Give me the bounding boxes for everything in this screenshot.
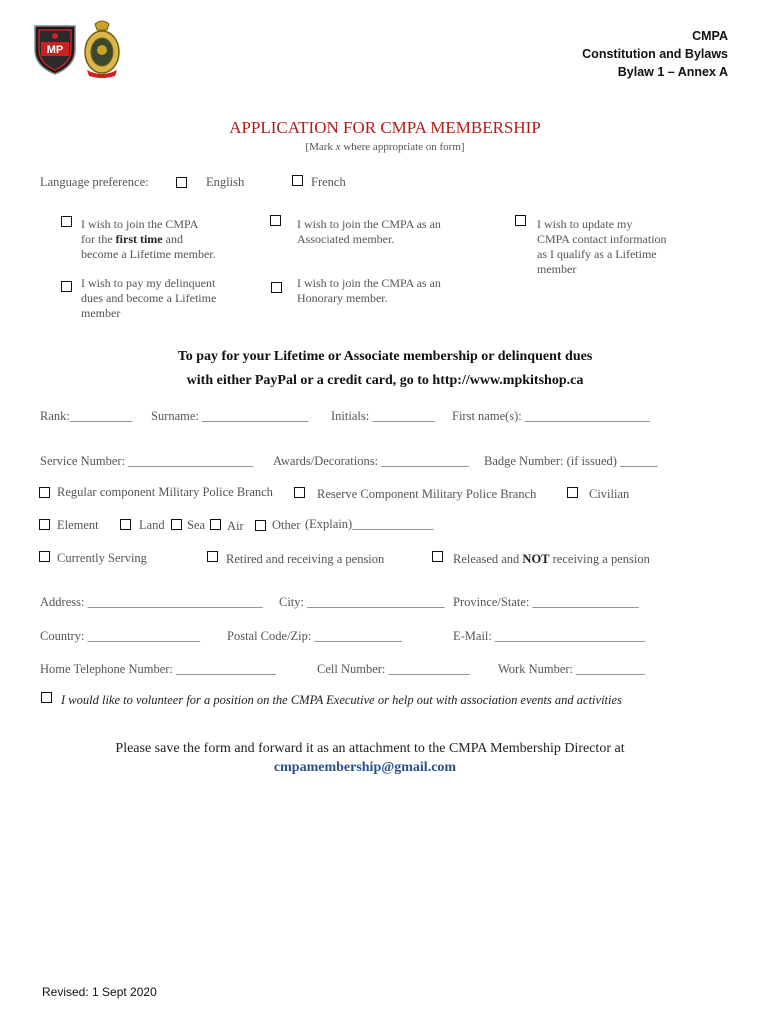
document-header: [582, 27, 728, 81]
english-checkbox[interactable]: [176, 177, 187, 188]
honorary-text: I wish to join the CMPA as an Honorary member.: [297, 276, 441, 305]
join-associate-checkbox[interactable]: [270, 215, 281, 226]
element-label: Element: [57, 518, 99, 532]
land-label: Land: [139, 518, 165, 532]
province-field[interactable]: Province/State: _________________: [453, 595, 639, 609]
payment-line-2: with either PayPal or a credit card, go to http://www.mpkitshop.ca: [186, 373, 584, 388]
work-number-field[interactable]: Work Number: ___________: [498, 662, 645, 676]
retired-pension-label: Retired and receiving a pension: [226, 552, 385, 566]
postal-code-field[interactable]: Postal Code/Zip: ______________: [227, 629, 402, 643]
civilian-checkbox[interactable]: [567, 487, 578, 498]
rank-field[interactable]: Rank:__________: [40, 409, 133, 423]
cmpa-shield-logo: [31, 20, 79, 76]
civilian-label: Civilian: [589, 487, 630, 501]
badge-number-field[interactable]: Badge Number: (if issued) ______: [484, 454, 658, 468]
delinquent-dues-text: I wish to pay my delinquent dues and become a Lifetime member: [81, 276, 217, 320]
address-field[interactable]: Address: ____________________________: [40, 595, 263, 609]
crest-logo: [81, 18, 123, 80]
currently-serving-label: Currently Serving: [57, 551, 147, 565]
element-checkbox[interactable]: [39, 519, 50, 530]
surname-field[interactable]: Surname: _________________: [151, 409, 309, 423]
french-label: French: [311, 175, 346, 189]
join-associate-text: I wish to join the CMPA as an Associated member.: [297, 217, 441, 246]
header-doc: Constitution and Bylaws: [582, 47, 728, 61]
initials-field[interactable]: Initials: __________: [331, 409, 435, 423]
volunteer-checkbox[interactable]: [41, 692, 52, 703]
first-name-field[interactable]: First name(s): ____________________: [452, 409, 650, 423]
city-field[interactable]: City: ______________________: [279, 595, 445, 609]
reserve-component-checkbox[interactable]: [294, 487, 305, 498]
released-no-pension-label: Released and NOT receiving a pension: [453, 552, 650, 566]
reserve-component-label: Reserve Component Military Police Branch: [317, 487, 537, 501]
other-explain-field[interactable]: (Explain)_____________: [305, 517, 434, 531]
membership-email-link[interactable]: cmpamembership@gmail.com: [273, 760, 457, 775]
english-label: English: [206, 175, 245, 189]
regular-component-label: Regular component Military Police Branch: [57, 485, 273, 499]
logo-mp-text: MP: [46, 44, 64, 56]
volunteer-label: I would like to volunteer for a position on the CMPA Executive or help out with association events and activities: [61, 693, 622, 707]
country-field[interactable]: Country: __________________: [40, 629, 201, 643]
home-telephone-field[interactable]: Home Telephone Number: ________________: [40, 662, 277, 676]
currently-serving-checkbox[interactable]: [39, 551, 50, 562]
language-label: Language preference:: [40, 175, 149, 189]
cell-number-field[interactable]: Cell Number: _____________: [317, 662, 470, 676]
retired-pension-checkbox[interactable]: [207, 551, 218, 562]
join-first-time-text: I wish to join the CMPA for the first time and become a Lifetime member.: [81, 217, 216, 261]
header-org: CMPA: [692, 29, 728, 43]
header-bylaw: Bylaw 1 – Annex A: [617, 65, 728, 79]
land-checkbox[interactable]: [120, 519, 131, 530]
sea-checkbox[interactable]: [171, 519, 182, 530]
email-field[interactable]: E-Mail: ________________________: [453, 629, 646, 643]
sea-label: Sea: [187, 518, 206, 532]
air-checkbox[interactable]: [210, 519, 221, 530]
join-first-time-checkbox[interactable]: [61, 216, 72, 227]
delinquent-dues-checkbox[interactable]: [61, 281, 72, 292]
french-checkbox[interactable]: [292, 175, 303, 186]
payment-line-1: To pay for your Lifetime or Associate membership or delinquent dues: [177, 349, 593, 364]
awards-field[interactable]: Awards/Decorations: ______________: [273, 454, 469, 468]
page-title: APPLICATION FOR CMPA MEMBERSHIP: [229, 118, 541, 137]
released-no-pension-checkbox[interactable]: [432, 551, 443, 562]
honorary-checkbox[interactable]: [271, 282, 282, 293]
other-checkbox[interactable]: [255, 520, 266, 531]
revised-date: Revised: 1 Sept 2020: [42, 985, 157, 999]
service-number-field[interactable]: Service Number: ____________________: [40, 454, 254, 468]
other-label: Other: [272, 518, 301, 532]
regular-component-checkbox[interactable]: [39, 487, 50, 498]
page-subtitle: [Mark x where appropriate on form]: [305, 141, 465, 153]
save-instructions: Please save the form and forward it as an attachment to the CMPA Membership Director at: [115, 741, 625, 756]
update-info-text: I wish to update my CMPA contact information as I qualify as a Lifetime member: [537, 217, 667, 276]
air-label: Air: [227, 519, 244, 533]
update-info-checkbox[interactable]: [515, 215, 526, 226]
